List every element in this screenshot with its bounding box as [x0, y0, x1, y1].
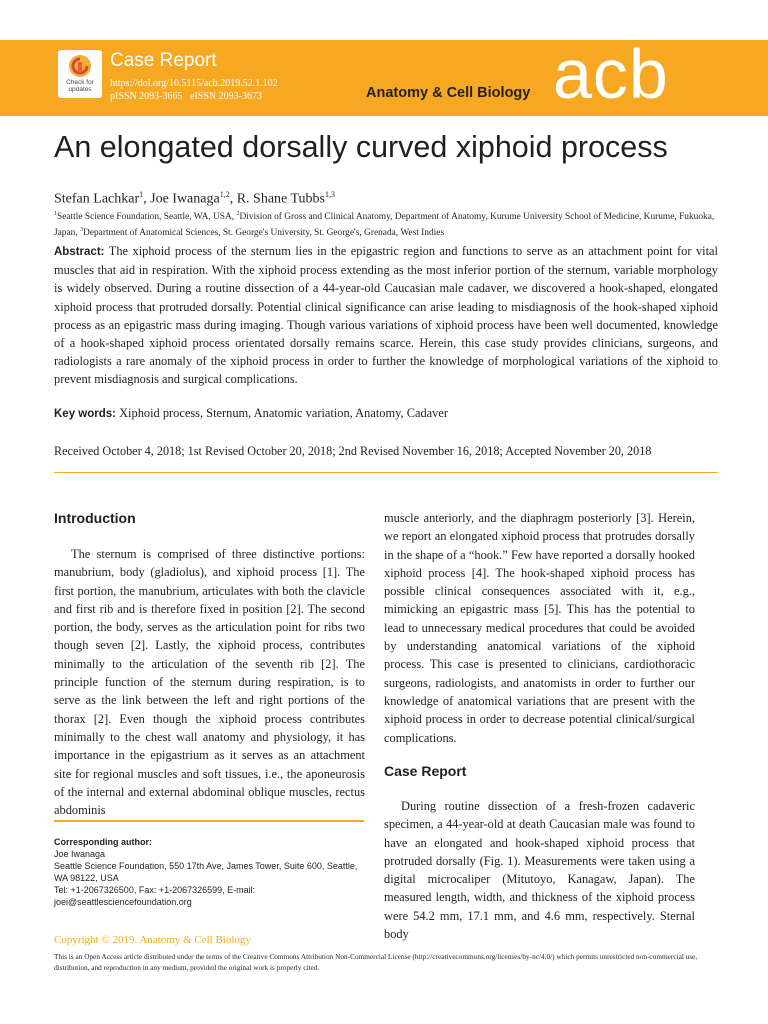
- article-title: An elongated dorsally curved xiphoid process: [54, 130, 668, 164]
- doi-link[interactable]: https://doi.org/10.5115/acb.2019.52.1.102: [110, 78, 278, 89]
- update-check-icon: [68, 54, 92, 78]
- badge-text-2: updates: [68, 86, 92, 93]
- corresponding-heading: Corresponding author:: [54, 837, 152, 847]
- introduction-heading: Introduction: [54, 510, 136, 526]
- abstract-text: The xiphoid process of the sternum lies in the epigastric region and functions to serve as an attachment point for vital muscles that aid in respiration. With the xiphoid process extending as the most inferior portion of the sternum, variable morphology is widely observed. During a routine dissection of a 44-year-old Caucasian male cadaver, we discovered a hook-shaped, elongated xiphoid process that protruded dorsally. Potential clinical significance can arise leading to misdiagnosis of the hook-shaped xiphoid process as an epigastric mass during imaging. Though various variations of xiphoid process have been well documented, knowledge of a hook-shaped xiphoid process orientated dorsally remains scarce. Herein, this case study provides clinicians, surgeons, and radiologists a rare anomaly of the xiphoid process in order to further the knowledge of morphological variations of the xiphoid to prevent misdiagnosis and surgical complications.: [54, 244, 719, 387]
- introduction-paragraph-1: The sternum is comprised of three distinctive portions: manubrium, body (gladiolus), and xiphoid process [1]. The first portion, the manubrium, articulates with both the clavicle and first rib and is therefore fixed in position [2]. The second portion, the body, serves as the articulation point for ribs two though seven [2]. Lastly, the xiphoid process, contributes minimally to the articulation of the seventh rib [2]. The principle function of the sternum during respiration, is to serve as the link between the left and right portions of the thorax [2]. Even though the xiphoid process contributes minimally to the chest wall anatomy and physiology, it has importance in the epigastrium as it serves as an attachment site for regional muscles and soft tissues, i.e., the aponeurosis of the internal and external abdominal oblique muscles, rectus abdominis: [54, 547, 365, 818]
- issn: pISSN 2093-3665 eISSN 2093-3673: [110, 91, 262, 102]
- affil-sup: 1: [54, 211, 57, 217]
- license-text: This is an Open Access article distributed under the terms of the Creative Commons Attribution Non-Commercial License (http://creativecommons.org/licenses/by-nc/4.0/) which permits unrestricted non-commercial use, distribution, and reproduction in any medium, provided the original work is properly cited.: [54, 952, 698, 972]
- abstract-label: Abstract:: [54, 246, 105, 258]
- abstract: [54, 242, 718, 389]
- keywords-label: Key words:: [54, 408, 116, 420]
- corresponding-address: Seattle Science Foundation, 550 17th Ave, James Tower, Suite 600, Seattle, WA 98122, USA: [54, 861, 358, 883]
- author-name: Joe Iwanaga: [150, 191, 220, 207]
- journal-logo: acb: [553, 35, 669, 113]
- divider: [54, 472, 718, 473]
- introduction-column-left: [54, 545, 365, 819]
- affil-sup: 3: [80, 226, 84, 233]
- affiliations: [54, 208, 719, 239]
- doi-block: [110, 77, 278, 103]
- case-report-paragraph-1: During routine dissection of a fresh-frozen cadaveric specimen, a 44-year-old at death Caucasian male was found to have an elongated and hook-shaped xiphoid process that protruded dorsally (Fig. 1). Measurements were taken using a digital microcaliper (Mitutoyo, Kanagaw, Japan). The measured length, width, and thickness of the xiphoid process were 54.2 mm, 17.1 mm, and 4.6 mm, respectively. Sternal body: [384, 799, 695, 942]
- corresponding-name: Joe Iwanaga: [54, 849, 106, 859]
- check-for-updates-badge[interactable]: [58, 50, 102, 98]
- introduction-paragraph-2: muscle anteriorly, and the diaphragm posteriorly [3]. Herein, we report an elongated xiphoid process that protrudes dorsally in the shape of a “hook.” Few have reported a dorsally hooked xiphoid process [4]. The hook-shaped xiphoid process has possible clinical consequences associated with it, e.g., mimicking an epigastric mass [5]. This has the potential to lead to unnecessary medical procedures that could be avoided by understanding anatomical variations of the xiphoid process. This case is presented to clinicians, cardiothoracic surgeons, radiologists, and anatomists in order to further our knowledge of anatomical variations that are present with the xiphoid process in order to decrease potential clinical/surgical complications.: [384, 511, 695, 745]
- author-name: R. Shane Tubbs: [236, 191, 326, 207]
- case-report-heading: Case Report: [384, 763, 467, 779]
- author-affil-sup: 1,2: [219, 190, 230, 199]
- affiliation-1: Seattle Science Foundation, Seattle, WA, USA,: [57, 212, 237, 223]
- corresponding-contact: Tel: +1-2067326500, Fax: +1-2067326599, E-mail: joei@seattlesciencefoundation.org: [54, 885, 256, 907]
- affiliation-2: Division of Gross and Clinical Anatomy, Department of Anatomy, Kurume University School of Medicine, Kurume, Fukuoka, Japan,: [54, 212, 715, 238]
- author-list: Stefan Lachkar$^1$, Joe Iwanaga$^{1,2}$, R. Shane Tubbs$^{1,3}$: [54, 190, 336, 207]
- keywords: [54, 406, 718, 421]
- author-name: Stefan Lachkar: [54, 191, 140, 207]
- corresponding-author: [54, 836, 366, 908]
- introduction-column-right: [384, 509, 695, 747]
- affil-sup: 2: [236, 211, 240, 217]
- keywords-text: Xiphoid process, Sternum, Anatomic variation, Anatomy, Cadaver: [119, 406, 448, 420]
- article-type-label: Case Report: [110, 50, 217, 71]
- copyright: Copyright © 2019. Anatomy & Cell Biology: [54, 934, 251, 946]
- received-dates: Received October 4, 2018; 1st Revised October 20, 2018; 2nd Revised November 16, 2018; Accepted November 20, 2018: [54, 444, 652, 458]
- journal-name: Anatomy & Cell Biology: [366, 85, 531, 101]
- corresponding-divider: [54, 820, 364, 822]
- author-affil-sup: 1: [139, 190, 144, 199]
- badge-text-1: Check for: [66, 79, 94, 86]
- case-report-column: [384, 797, 695, 943]
- author-affil-sup: 1,3: [325, 190, 336, 199]
- affiliation-3: Department of Anatomical Sciences, St. George's University, St. George's, Grenada, West Indies: [83, 227, 445, 238]
